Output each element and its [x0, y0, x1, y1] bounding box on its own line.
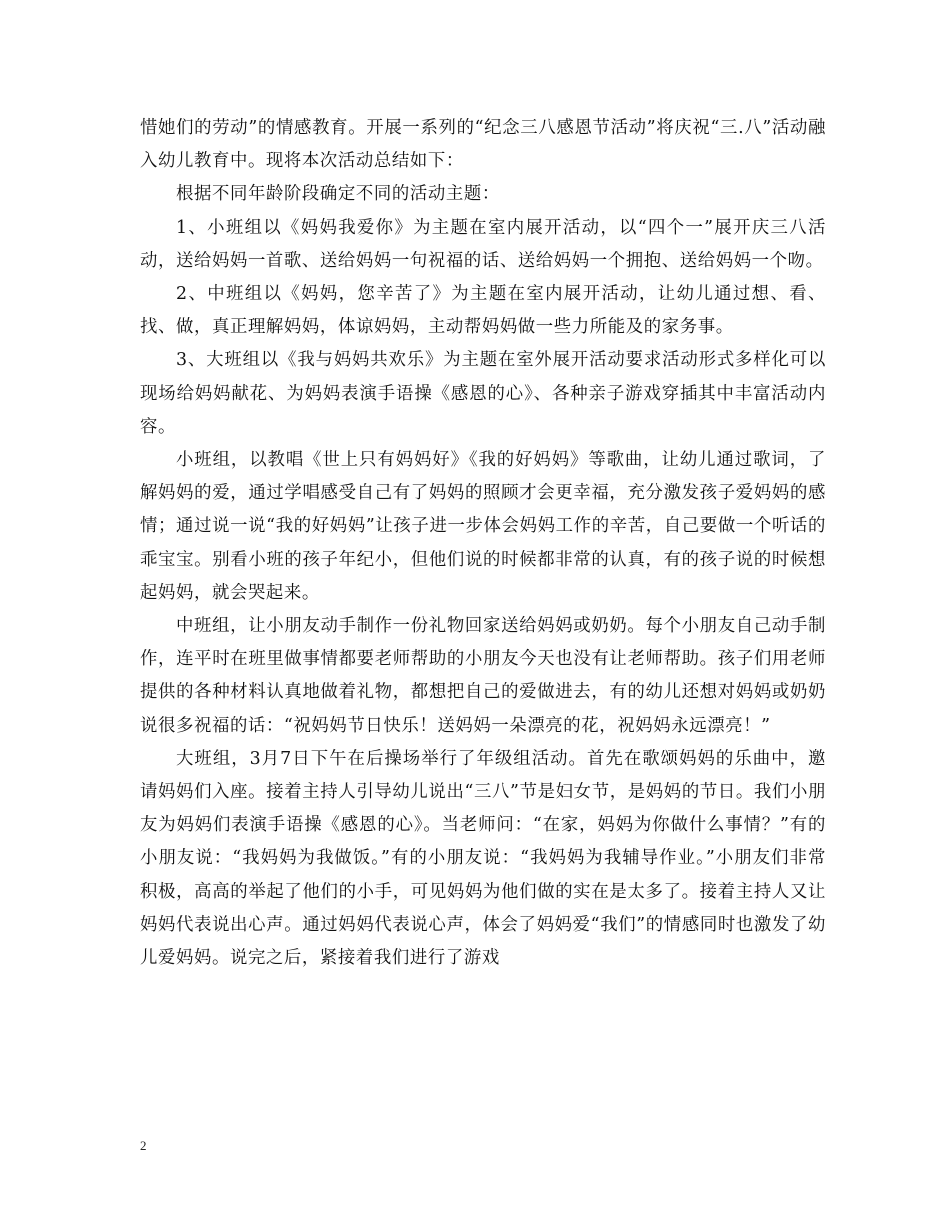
- paragraph-large-class-summary: 大班组，3月7日下午在后操场举行了年级组活动。首先在歌颂妈妈的乐曲中，邀请妈妈们入座。接着主持人引导幼儿说出“三八”节是妇女节，是妈妈的节日。我们小朋友为妈妈们表演手语操《感恩的心》。当老师问：“在家，妈妈为你做什么事情？”有的小朋友说：“我妈妈为我做饭。”有的小朋友说：“我妈妈为我辅导作业。”小朋友们非常积极，高高的举起了他们的小手，可见妈妈为他们做的实在是太多了。接着主持人又让妈妈代表说出心声。通过妈妈代表说心声，体会了妈妈爱“我们”的情感同时也激发了幼儿爱妈妈。说完之后，紧接着我们进行了游戏: [140, 748, 826, 969]
- paragraph-small-class-summary: 小班组，以教唱《世上只有妈妈好》《我的好妈妈》等歌曲，让幼儿通过歌词，了解妈妈的爱，通过学唱感受自己有了妈妈的照顾才会更幸福，充分激发孩子爱妈妈的感情；通过说一说“我的好妈妈”让孩子进一步体会妈妈工作的辛苦，自己要做一个听话的乖宝宝。别看小班的孩子年纪小，但他们说的时候都非常的认真，有的孩子说的时候想起妈妈，就会哭起来。: [140, 450, 826, 603]
- paragraph-small-class-theme: 1、小班组以《妈妈我爱你》为主题在室内展开活动，以“四个一”展开庆三八活动，送给妈妈一首歌、送给妈妈一句祝福的话、送给妈妈一个拥抱、送给妈妈一个吻。: [140, 217, 826, 271]
- paragraph-middle-class-summary: 中班组，让小朋友动手制作一份礼物回家送给妈妈或奶奶。每个小朋友自己动手制作，连平时在班里做事情都要老师帮助的小朋友今天也没有让老师帮助。孩子们用老师提供的各种材料认真地做着礼物，都想把自己的爱做进去，有的幼儿还想对妈妈或奶奶说很多祝福的话：“祝妈妈节日快乐！送妈妈一朵漂亮的花，祝妈妈永远漂亮！”: [140, 616, 826, 736]
- paragraph-middle-class-theme: 2、中班组以《妈妈，您辛苦了》为主题在室内展开活动，让幼儿通过想、看、找、做，真正理解妈妈，体谅妈妈，主动帮妈妈做一些力所能及的家务事。: [140, 284, 826, 338]
- paragraph-intro: 惜她们的劳动”的情感教育。开展一系列的“纪念三八感恩节活动”将庆祝“三.八”活动融入幼儿教育中。现将本次活动总结如下：: [140, 118, 826, 172]
- body-text: [140, 112, 826, 975]
- paragraph-themes-heading: 根据不同年龄阶段确定不同的活动主题：: [176, 184, 500, 205]
- page-number: 2: [140, 1138, 147, 1153]
- paragraph-large-class-theme: 3、大班组以《我与妈妈共欢乐》为主题在室外展开活动要求活动形式多样化可以现场给妈妈献花、为妈妈表演手语操《感恩的心》、各种亲子游戏穿插其中丰富活动内容。: [140, 350, 826, 437]
